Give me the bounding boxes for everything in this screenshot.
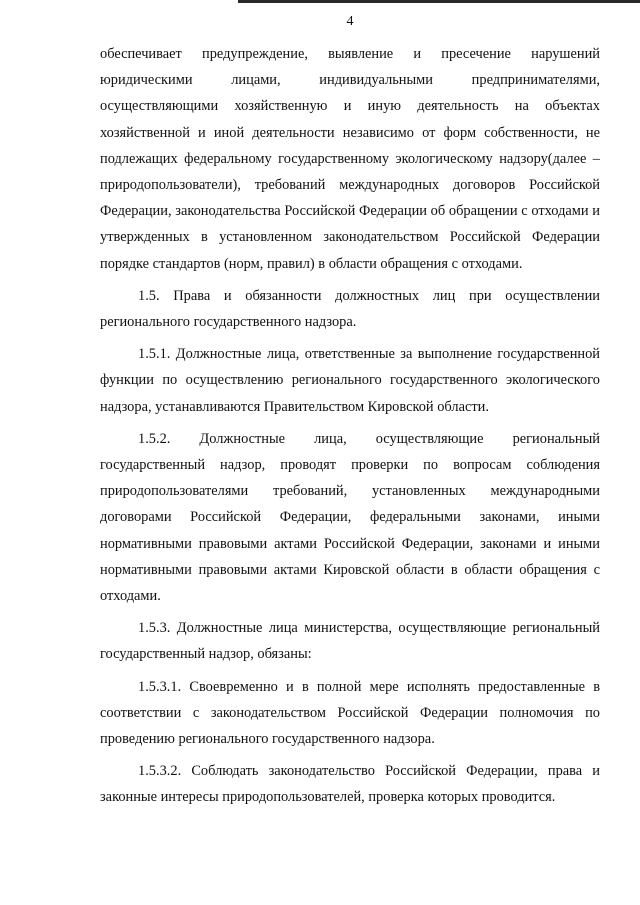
paragraph-1-5: 1.5. Права и обязанности должностных лиц при осуществлении регионального государственного надзора. — [100, 287, 600, 331]
page-number: 4 — [346, 14, 354, 29]
paragraph-1-5-3: 1.5.3. Должностные лица министерства, осуществляющие региональный государственный надзор, обязаны: — [100, 620, 600, 663]
paragraph-continuation: обеспечивает предупреждение, выявление и пресечение нарушений юридическими лицами, индивидуальными предпринимателями, осуществляющими хозяйственную и иную деятельность на объектах хозяйственной и иной деятельности независимо от форм собственности, не подлежащих федеральному государственному экологическому надзору(далее – природопользователи), требований международных договоров Российской Федерации, законодательства Российской Федерации об обращении с отходами и утвержденных в установленном законодательством Российской Федерации порядке стандартов (норм, правил) в области обращения с отходами. — [100, 46, 600, 272]
paragraph-1-5-2: 1.5.2. Должностные лица, осуществляющие региональный государственный надзор, проводят проверки по вопросам соблюдения природопользователями требований, установленных международными договорами Российской Федерации, федеральными законами, иными нормативными правовыми актами Российской Федерации, законами и иными нормативными правовыми актами Кировской области в области обращения с отходами. — [100, 430, 600, 605]
top-border-rule — [238, 0, 640, 3]
paragraph-1-5-1: 1.5.1. Должностные лица, ответственные за выполнение государственной функции по осуществлению регионального государственного экологического надзора, устанавливаются Правительством Кировской области. — [100, 346, 600, 415]
paragraph-1-5-3-2: 1.5.3.2. Соблюдать законодательство Российской Федерации, права и законные интересы природопользователей, проверка которых проводится. — [100, 763, 600, 806]
document-body — [100, 41, 600, 817]
paragraph-1-5-3-1: 1.5.3.1. Своевременно и в полной мере исполнять предоставленные в соответствии с законодательством Российской Федерации полномочия по проведению регионального государственного надзора. — [100, 678, 600, 748]
